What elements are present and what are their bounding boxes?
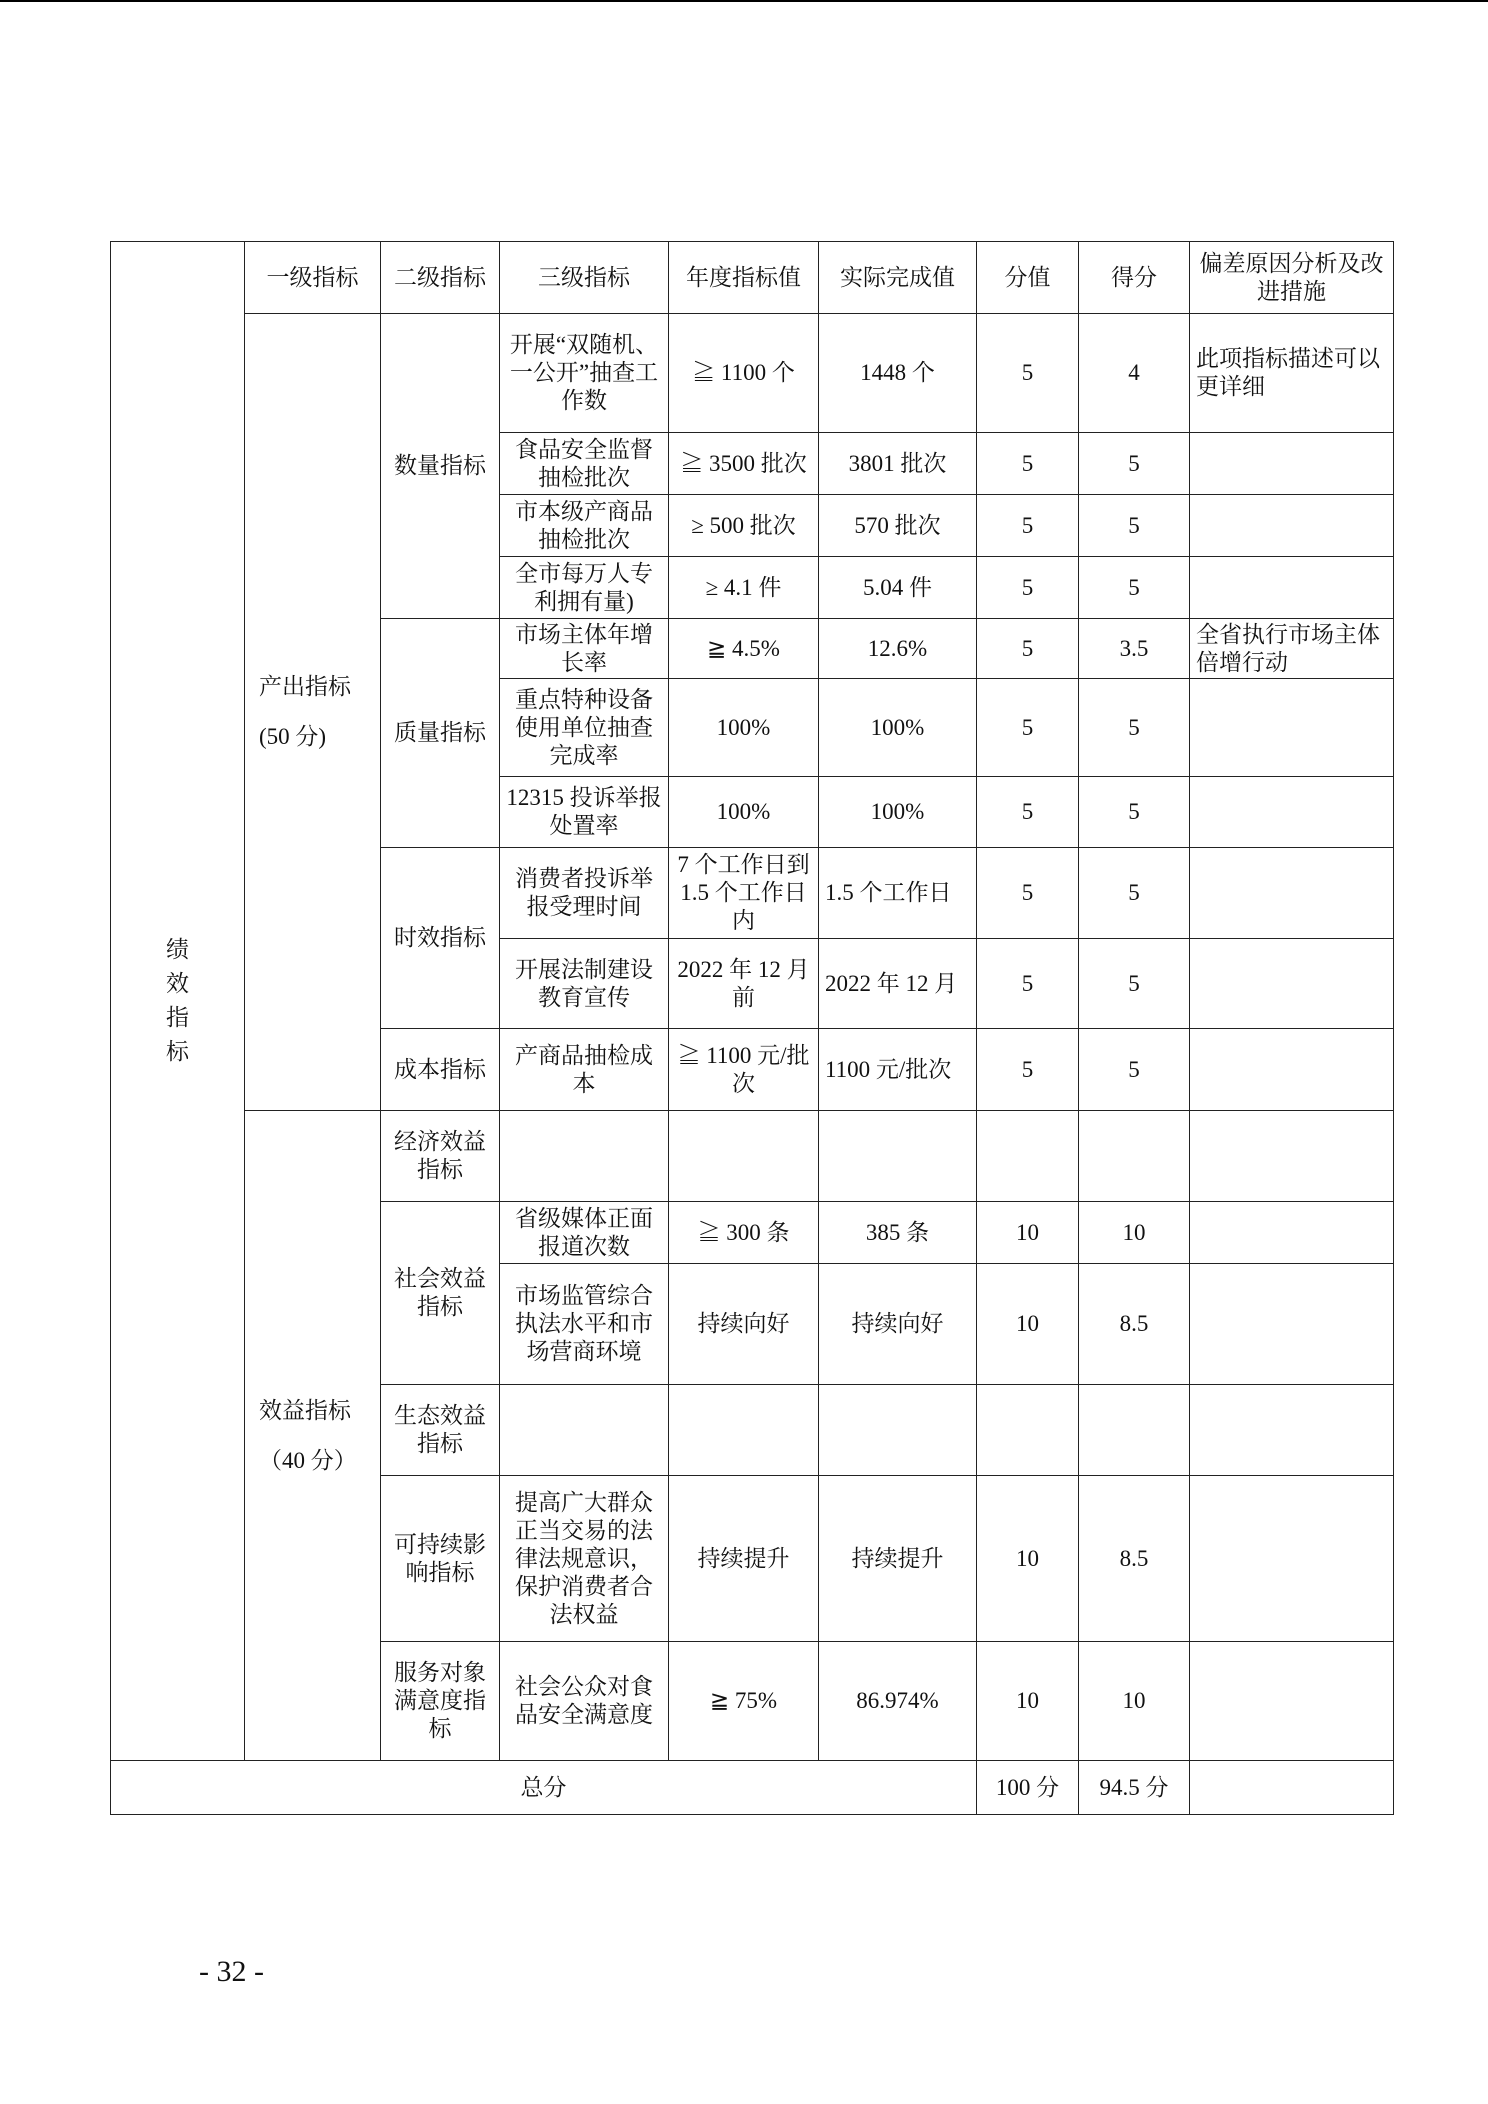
level1-label: 效益指标 [259, 1397, 351, 1423]
level3-indicator: 市场主体年增长率 [500, 619, 669, 679]
score-cell: 5 [977, 939, 1079, 1029]
got-cell [1079, 1385, 1190, 1476]
level3-indicator: 开展法制建设教育宣传 [500, 939, 669, 1029]
got-cell: 5 [1079, 679, 1190, 777]
target-cell [669, 1111, 819, 1202]
section-label-cell [111, 242, 245, 1761]
score-cell: 5 [977, 848, 1079, 939]
got-cell: 8.5 [1079, 1476, 1190, 1642]
note-cell [1190, 679, 1394, 777]
table-row [111, 314, 1394, 433]
target-cell: 持续向好 [669, 1264, 819, 1385]
score-cell: 10 [977, 1264, 1079, 1385]
level3-indicator: 重点特种设备使用单位抽查完成率 [500, 679, 669, 777]
level3-indicator: 市场监管综合执法水平和市场营商环境 [500, 1264, 669, 1385]
level3-indicator [500, 1385, 669, 1476]
level3-indicator: 消费者投诉举报受理时间 [500, 848, 669, 939]
note-cell [1190, 1385, 1394, 1476]
note-cell [1190, 1111, 1394, 1202]
performance-indicator-table [110, 241, 1394, 1815]
level3-indicator: 开展“双随机、一公开”抽查工作数 [500, 314, 669, 433]
target-cell: 持续提升 [669, 1476, 819, 1642]
got-cell: 4 [1079, 314, 1190, 433]
score-cell: 5 [977, 1029, 1079, 1111]
level3-indicator: 食品安全监督抽检批次 [500, 433, 669, 495]
total-row [111, 1761, 1394, 1815]
got-cell [1079, 1111, 1190, 1202]
got-cell: 5 [1079, 495, 1190, 557]
level1-score: （40 分） [259, 1447, 357, 1473]
note-cell [1190, 939, 1394, 1029]
score-cell: 5 [977, 679, 1079, 777]
got-cell: 5 [1079, 939, 1190, 1029]
column-header: 偏差原因分析及改进措施 [1190, 242, 1394, 314]
actual-cell: 570 批次 [819, 495, 977, 557]
target-cell: 7 个工作日到 1.5 个工作日内 [669, 848, 819, 939]
level3-indicator: 产商品抽检成本 [500, 1029, 669, 1111]
actual-cell: 1448 个 [819, 314, 977, 433]
note-cell: 全省执行市场主体倍增行动 [1190, 619, 1394, 679]
target-cell: ≥ 500 批次 [669, 495, 819, 557]
actual-cell: 100% [819, 679, 977, 777]
note-cell [1190, 495, 1394, 557]
level3-indicator: 市本级产商品抽检批次 [500, 495, 669, 557]
score-cell: 10 [977, 1202, 1079, 1264]
column-header: 一级指标 [245, 242, 381, 314]
level2-indicator: 服务对象满意度指标 [381, 1642, 500, 1761]
level2-indicator: 可持续影响指标 [381, 1476, 500, 1642]
actual-cell: 12.6% [819, 619, 977, 679]
actual-cell: 5.04 件 [819, 557, 977, 619]
got-cell: 5 [1079, 848, 1190, 939]
target-cell: ≧ 300 条 [669, 1202, 819, 1264]
score-cell: 5 [977, 314, 1079, 433]
column-header: 三级指标 [500, 242, 669, 314]
target-cell: ≧ 1100 个 [669, 314, 819, 433]
note-cell [1190, 1476, 1394, 1642]
level2-indicator: 经济效益指标 [381, 1111, 500, 1202]
score-cell: 5 [977, 777, 1079, 848]
level3-indicator [500, 1111, 669, 1202]
score-cell: 5 [977, 619, 1079, 679]
page-number: - 32 - [199, 1955, 264, 1988]
note-cell [1190, 557, 1394, 619]
got-cell: 10 [1079, 1202, 1190, 1264]
level1-indicator-cell [245, 314, 381, 1111]
header-row [111, 242, 1394, 314]
actual-cell: 持续提升 [819, 1476, 977, 1642]
score-cell [977, 1385, 1079, 1476]
note-cell [1190, 1642, 1394, 1761]
score-cell [977, 1111, 1079, 1202]
level3-indicator: 12315 投诉举报处置率 [500, 777, 669, 848]
note-cell [1190, 848, 1394, 939]
target-cell: ≧ 1100 元/批次 [669, 1029, 819, 1111]
got-cell: 5 [1079, 433, 1190, 495]
level2-indicator: 生态效益指标 [381, 1385, 500, 1476]
level3-indicator: 省级媒体正面报道次数 [500, 1202, 669, 1264]
total-note [1190, 1761, 1394, 1815]
target-cell: 2022 年 12 月前 [669, 939, 819, 1029]
actual-cell: 2022 年 12 月 [819, 939, 977, 1029]
column-header: 得分 [1079, 242, 1190, 314]
actual-cell: 持续向好 [819, 1264, 977, 1385]
table-row [111, 1111, 1394, 1202]
got-cell: 5 [1079, 777, 1190, 848]
got-cell: 10 [1079, 1642, 1190, 1761]
note-cell [1190, 1264, 1394, 1385]
score-cell: 5 [977, 557, 1079, 619]
column-header: 分值 [977, 242, 1079, 314]
got-cell: 8.5 [1079, 1264, 1190, 1385]
target-cell: 100% [669, 679, 819, 777]
page-top-border [0, 0, 1488, 2]
got-cell: 5 [1079, 557, 1190, 619]
score-cell: 5 [977, 433, 1079, 495]
note-cell [1190, 777, 1394, 848]
level2-indicator: 成本指标 [381, 1029, 500, 1111]
target-cell: ≧ 3500 批次 [669, 433, 819, 495]
actual-cell [819, 1385, 977, 1476]
column-header: 年度指标值 [669, 242, 819, 314]
actual-cell: 100% [819, 777, 977, 848]
level2-indicator: 时效指标 [381, 848, 500, 1029]
target-cell: ≥ 4.1 件 [669, 557, 819, 619]
total-label: 总分 [111, 1761, 977, 1815]
level3-indicator: 提高广大群众正当交易的法律法规意识，保护消费者合法权益 [500, 1476, 669, 1642]
level2-indicator: 社会效益指标 [381, 1202, 500, 1385]
target-cell: ≧ 4.5% [669, 619, 819, 679]
got-cell: 3.5 [1079, 619, 1190, 679]
level1-indicator-cell [245, 1111, 381, 1761]
actual-cell [819, 1111, 977, 1202]
target-cell [669, 1385, 819, 1476]
note-cell [1190, 1029, 1394, 1111]
actual-cell: 3801 批次 [819, 433, 977, 495]
note-cell [1190, 433, 1394, 495]
level3-indicator: 全市每万人专利拥有量) [500, 557, 669, 619]
note-cell [1190, 1202, 1394, 1264]
total-score: 100 分 [977, 1761, 1079, 1815]
score-cell: 10 [977, 1642, 1079, 1761]
column-header: 实际完成值 [819, 242, 977, 314]
got-cell: 5 [1079, 1029, 1190, 1111]
target-cell: ≧ 75% [669, 1642, 819, 1761]
score-cell: 5 [977, 495, 1079, 557]
actual-cell: 1100 元/批次 [819, 1029, 977, 1111]
column-header: 二级指标 [381, 242, 500, 314]
score-cell: 10 [977, 1476, 1079, 1642]
note-cell: 此项指标描述可以更详细 [1190, 314, 1394, 433]
level3-indicator: 社会公众对食品安全满意度 [500, 1642, 669, 1761]
level1-score: (50 分) [259, 724, 327, 749]
target-cell: 100% [669, 777, 819, 848]
actual-cell: 385 条 [819, 1202, 977, 1264]
actual-cell: 1.5 个工作日 [819, 848, 977, 939]
level2-indicator: 数量指标 [381, 314, 500, 619]
level1-label: 产出指标 [259, 674, 351, 699]
actual-cell: 86.974% [819, 1642, 977, 1761]
section-label: 绩效指标 [166, 937, 189, 1064]
level2-indicator: 质量指标 [381, 619, 500, 848]
total-got: 94.5 分 [1079, 1761, 1190, 1815]
